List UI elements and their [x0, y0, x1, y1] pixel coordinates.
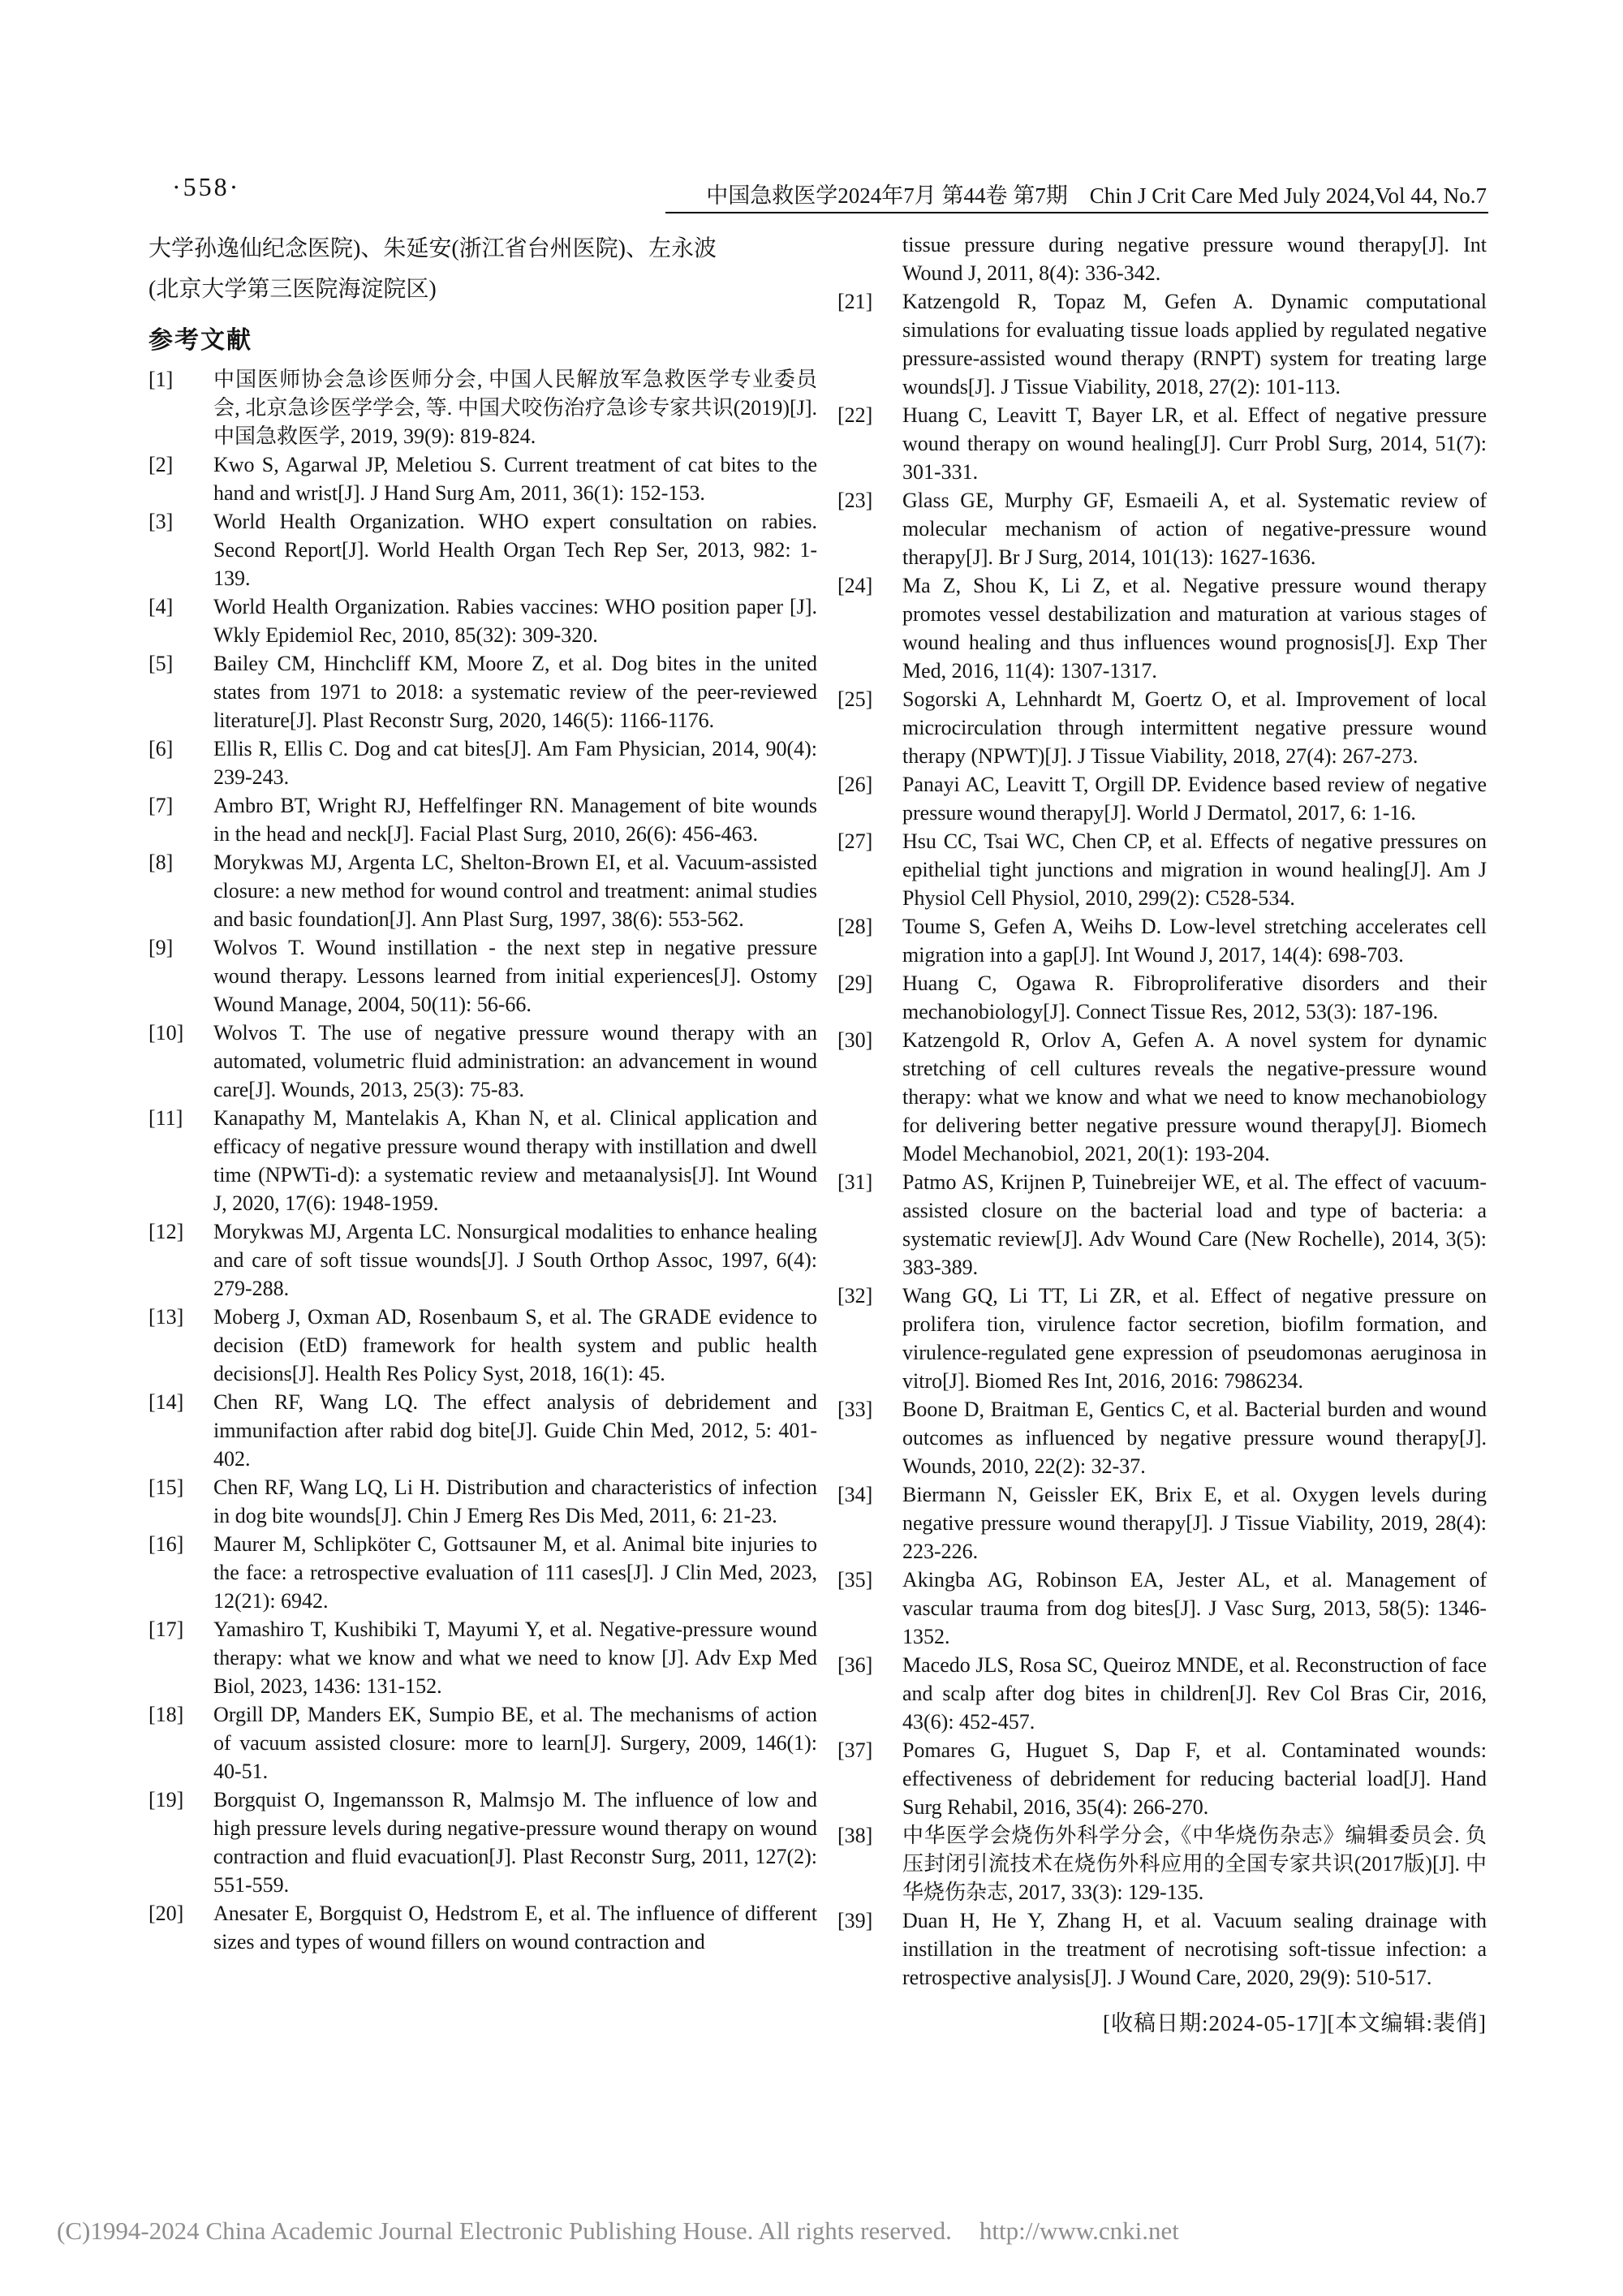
references-list-right: [837, 230, 1487, 1992]
reference-number: [10]: [149, 1021, 184, 1045]
reference-number: [34]: [837, 1483, 873, 1506]
reference-item: [149, 1303, 817, 1388]
reference-number: [38]: [837, 1824, 873, 1847]
reference-text: Boone D, Braitman E, Gentics C, et al. Bacterial burden and wound outcomes as influenced by negative pressure wound therapy[J]. Wounds, 2010, 22(2): 32-37.: [902, 1398, 1487, 1478]
reference-text: Kwo S, Agarwal JP, Meletiou S. Current treatment of cat bites to the hand and wrist[J]. J Hand Surg Am, 2011, 36(1): 152-153.: [213, 453, 817, 505]
reference-item: [149, 1388, 817, 1473]
page-footer: [57, 2216, 1566, 2246]
affiliation-line: 大学孙逸仙纪念医院)、朱延安(浙江省台州医院)、左永波: [149, 236, 717, 261]
reference-item: [837, 230, 1487, 287]
reference-item: [837, 827, 1487, 912]
reference-item: [149, 365, 817, 450]
reference-text: Borgquist O, Ingemansson R, Malmsjo M. The influence of low and high pressure levels during negative-pressure wound therapy on wound contraction and fluid evacuation[J]. Plast Reconstr Surg, 2011, 127(2): 551-559.: [213, 1788, 817, 1897]
reference-number: [22]: [837, 403, 873, 427]
reference-text: World Health Organization. Rabies vaccines: WHO position paper [J]. Wkly Epidemiol Rec, 2010, 85(32): 309-320.: [213, 595, 817, 647]
reference-number: [26]: [837, 773, 873, 796]
reference-item: [149, 1899, 817, 1956]
reference-number: [2]: [149, 453, 174, 476]
reference-text: Wolvos T. The use of negative pressure wound therapy with an automated, volumetric fluid administration: an advancement in wound care[J]. Wounds, 2013, 25(3): 75-83.: [213, 1021, 817, 1101]
reference-number: [19]: [149, 1788, 184, 1811]
reference-item: [837, 1736, 1487, 1821]
reference-item: [149, 1786, 817, 1899]
reference-item: [837, 969, 1487, 1026]
references-heading: 参考文献: [149, 327, 252, 354]
reference-number: [14]: [149, 1390, 184, 1414]
reference-text: Chen RF, Wang LQ, Li H. Distribution and characteristics of infection in dog bite wounds[J]. Chin J Emerg Res Dis Med, 2011, 6: 21-23.: [213, 1475, 817, 1527]
reference-text: Sogorski A, Lehnhardt M, Goertz O, et al. Improvement of local microcirculation through intermittent negative pressure wound therapy (NPWT)[J]. J Tissue Viability, 2018, 27(4): 267-273.: [902, 687, 1487, 768]
reference-number: [15]: [149, 1475, 184, 1499]
reference-item: [837, 1821, 1487, 1906]
reference-text: Moberg J, Oxman AD, Rosenbaum S, et al. The GRADE evidence to decision (EtD) framework for health system and public health decisions[J]. Health Res Policy Syst, 2018, 16(1): 45.: [213, 1305, 817, 1385]
reference-item: [149, 507, 817, 592]
reference-number: [12]: [149, 1220, 184, 1243]
reference-item: [149, 592, 817, 649]
reference-item: [837, 1026, 1487, 1168]
footer-url: http://www.cnki.net: [979, 2216, 1179, 2245]
reference-number: [17]: [149, 1618, 184, 1641]
reference-number: [11]: [149, 1106, 183, 1130]
reference-text: Orgill DP, Manders EK, Sumpio BE, et al. The mechanisms of action of vacuum assisted closure: more to learn[J]. Surgery, 2009, 146(1): 40-51.: [213, 1703, 817, 1783]
reference-number: [8]: [149, 851, 174, 874]
reference-text: Anesater E, Borgquist O, Hedstrom E, et al. The influence of different sizes and types of wound fillers on wound contraction and: [213, 1902, 817, 1954]
reference-number: [29]: [837, 971, 873, 995]
reference-item: [837, 912, 1487, 969]
reference-item: [149, 450, 817, 507]
reference-number: [7]: [149, 794, 174, 817]
footer-copyright: (C)1994-2024 China Academic Journal Electronic Publishing House. All rights reserved.: [57, 2216, 952, 2245]
affiliation: [149, 229, 819, 310]
reference-item: [149, 1473, 817, 1530]
reference-text: Maurer M, Schlipköter C, Gottsauner M, et al. Animal bite injuries to the face: a retrospective evaluation of 111 cases[J]. J Clin Med, 2023, 12(21): 6942.: [213, 1532, 817, 1613]
reference-item: [149, 848, 817, 933]
reference-number: [32]: [837, 1284, 873, 1307]
reference-number: [23]: [837, 489, 873, 512]
reference-text: Katzengold R, Orlov A, Gefen A. A novel system for dynamic stretching of cell cultures reveals the negative-pressure wound therapy: what we know and what we need to know mechanobiology for delivering better negative pressure wound therapy[J]. Biomech Model Mechanobiol, 2021, 20(1): 193-204.: [902, 1028, 1487, 1165]
reference-number: [25]: [837, 687, 873, 711]
reference-text: Kanapathy M, Mantelakis A, Khan N, et al. Clinical application and efficacy of negative pressure wound therapy with instillation and dwell time (NPWTi-d): a systematic review and metaanalysis[J]. Int Wound J, 2020, 17(6): 1948-1959.: [213, 1106, 817, 1215]
reference-item: [149, 791, 817, 848]
reference-text: Chen RF, Wang LQ. The effect analysis of debridement and immunifaction after rabid dog bite[J]. Guide Chin Med, 2012, 5: 401-402.: [213, 1390, 817, 1471]
reference-item: [149, 1530, 817, 1615]
reference-number: [4]: [149, 595, 174, 618]
reference-item: [837, 1566, 1487, 1651]
reference-item: [837, 1168, 1487, 1282]
reference-item: [149, 1104, 817, 1217]
reference-item: [149, 1019, 817, 1104]
reference-item: [837, 571, 1487, 685]
reference-number: [5]: [149, 652, 174, 675]
reference-number: [36]: [837, 1653, 873, 1677]
reference-item: [837, 685, 1487, 770]
journal-header: 中国急救医学2024年7月 第44卷 第7期 Chin J Crit Care Med July 2024,Vol 44, No.7: [706, 183, 1487, 208]
reference-number: [18]: [149, 1703, 184, 1726]
reference-text: Macedo JLS, Rosa SC, Queiroz MNDE, et al. Reconstruction of face and scalp after dog bites in children[J]. Rev Col Bras Cir, 2016, 43(6): 452-457.: [902, 1653, 1487, 1734]
reference-text: Ambro BT, Wright RJ, Heffelfinger RN. Management of bite wounds in the head and neck[J]. Facial Plast Surg, 2010, 26(6): 456-463.: [213, 794, 817, 846]
reference-number: [21]: [837, 290, 873, 313]
reference-text: Glass GE, Murphy GF, Esmaeili A, et al. Systematic review of molecular mechanism of action of negative-pressure wound therapy[J]. Br J Surg, 2014, 101(13): 1627-1636.: [902, 489, 1487, 569]
reference-text: Hsu CC, Tsai WC, Chen CP, et al. Effects of negative pressures on epithelial tight junctions and migration in wound healing[J]. Am J Physiol Cell Physiol, 2010, 299(2): C528-534.: [902, 829, 1487, 910]
reference-item: [837, 287, 1487, 401]
reference-number: [1]: [149, 368, 174, 391]
reference-text: 中华医学会烧伤外科学分会,《中华烧伤杂志》编辑委员会. 负压封闭引流技术在烧伤外科应用的全国专家共识(2017版)[J]. 中华烧伤杂志, 2017, 33(3): 129-135.: [902, 1824, 1487, 1904]
reference-number: [31]: [837, 1170, 873, 1194]
reference-text: tissue pressure during negative pressure wound therapy[J]. Int Wound J, 2011, 8(4): 336-342.: [902, 233, 1487, 285]
reference-number: [30]: [837, 1028, 873, 1052]
reference-text: Katzengold R, Topaz M, Gefen A. Dynamic computational simulations for evaluating tissue loads applied by regulated negative pressure-assisted wound therapy (RNPT) system for treating large wounds[J]. J Tissue Viability, 2018, 27(2): 101-113.: [902, 290, 1487, 398]
reference-text: 中国医师协会急诊医师分会, 中国人民解放军急救医学专业委员会, 北京急诊医学学会, 等. 中国犬咬伤治疗急诊专家共识(2019)[J]. 中国急救医学, 2019, 39(9): 819-824.: [213, 368, 817, 448]
reference-text: Huang C, Leavitt T, Bayer LR, et al. Effect of negative pressure wound therapy on wound healing[J]. Curr Probl Surg, 2014, 51(7): 301-331.: [902, 403, 1487, 484]
reference-item: [837, 1906, 1487, 1992]
header-rule: [665, 212, 1488, 213]
reference-number: [24]: [837, 574, 873, 597]
reference-number: [16]: [149, 1532, 184, 1556]
received-date: [收稿日期:2024-05-17][本文编辑:裴俏]: [1103, 2011, 1487, 2035]
page-number: ·558·: [172, 172, 241, 201]
reference-text: Patmo AS, Krijnen P, Tuinebreijer WE, et al. The effect of vacuum-assisted closure on the bacterial load and type of bacteria: a systematic review[J]. Adv Wound Care (New Rochelle), 2014, 3(5): 383-389.: [902, 1170, 1487, 1279]
reference-number: [6]: [149, 737, 174, 760]
reference-text: Akingba AG, Robinson EA, Jester AL, et al. Management of vascular trauma from dog bites[J]. J Vasc Surg, 2013, 58(5): 1346-1352.: [902, 1568, 1487, 1648]
reference-number: [35]: [837, 1568, 873, 1592]
reference-number: [3]: [149, 510, 174, 533]
reference-text: Wang GQ, Li TT, Li ZR, et al. Effect of negative pressure on prolifera tion, virulence factor secretion, biofilm formation, and virulence-regulated gene expression of pseudomonas aeruginosa in vitro[J]. Biomed Res Int, 2016, 2016: 7986234.: [902, 1284, 1487, 1393]
reference-item: [149, 933, 817, 1019]
reference-item: [837, 1480, 1487, 1566]
reference-item: [837, 1395, 1487, 1480]
reference-number: [28]: [837, 915, 873, 938]
reference-number: [37]: [837, 1738, 873, 1762]
reference-text: Yamashiro T, Kushibiki T, Mayumi Y, et al. Negative-pressure wound therapy: what we know and what we need to know [J]. Adv Exp Med Biol, 2023, 1436: 131-152.: [213, 1618, 817, 1698]
reference-number: [9]: [149, 936, 174, 959]
reference-text: Morykwas MJ, Argenta LC, Shelton-Brown EI, et al. Vacuum-assisted closure: a new method for wound control and treatment: animal studies and basic foundation[J]. Ann Plast Surg, 1997, 38(6): 553-562.: [213, 851, 817, 931]
reference-text: Wolvos T. Wound instillation - the next step in negative pressure wound therapy. Lessons learned from initial experiences[J]. Ostomy Wound Manage, 2004, 50(11): 56-66.: [213, 936, 817, 1016]
reference-number: [27]: [837, 829, 873, 853]
reference-item: [837, 770, 1487, 827]
reference-item: [837, 1282, 1487, 1395]
reference-text: Panayi AC, Leavitt T, Orgill DP. Evidence based review of negative pressure wound therapy[J]. World J Dermatol, 2017, 6: 1-16.: [902, 773, 1487, 825]
reference-item: [837, 486, 1487, 571]
reference-item: [149, 649, 817, 734]
reference-number: [33]: [837, 1398, 873, 1421]
reference-text: Bailey CM, Hinchcliff KM, Moore Z, et al. Dog bites in the united states from 1971 to 2018: a systematic review of the peer-reviewed literature[J]. Plast Reconstr Surg, 2020, 146(5): 1166-1176.: [213, 652, 817, 732]
reference-text: Ma Z, Shou K, Li Z, et al. Negative pressure wound therapy promotes vessel destabilization and maturation at various stages of wound healing and thus influences wound prognosis[J]. Exp Ther Med, 2016, 11(4): 1307-1317.: [902, 574, 1487, 683]
affiliation-line: (北京大学第三医院海淀院区): [149, 277, 437, 302]
reference-text: Duan H, He Y, Zhang H, et al. Vacuum sealing drainage with instillation in the treatment of necrotising soft-tissue infection: a retrospective analysis[J]. J Wound Care, 2020, 29(9): 510-517.: [902, 1909, 1487, 1989]
reference-text: Biermann N, Geissler EK, Brix E, et al. Oxygen levels during negative pressure wound therapy[J]. J Tissue Viability, 2019, 28(4): 223-226.: [902, 1483, 1487, 1563]
reference-text: World Health Organization. WHO expert consultation on rabies. Second Report[J]. World Health Organ Tech Rep Ser, 2013, 982: 1-139.: [213, 510, 817, 590]
reference-text: Huang C, Ogawa R. Fibroproliferative disorders and their mechanobiology[J]. Connect Tissue Res, 2012, 53(3): 187-196.: [902, 971, 1487, 1023]
reference-item: [149, 1615, 817, 1700]
reference-number: [39]: [837, 1909, 873, 1932]
reference-item: [149, 1700, 817, 1786]
reference-item: [149, 734, 817, 791]
reference-item: [837, 401, 1487, 486]
references-column-right: [837, 230, 1487, 2038]
references-column-left: [149, 365, 817, 1956]
reference-text: Ellis R, Ellis C. Dog and cat bites[J]. Am Fam Physician, 2014, 90(4): 239-243.: [213, 737, 817, 789]
reference-text: Morykwas MJ, Argenta LC. Nonsurgical modalities to enhance healing and care of soft tissue wounds[J]. J South Orthop Assoc, 1997, 6(4): 279-288.: [213, 1220, 817, 1300]
reference-number: [13]: [149, 1305, 184, 1329]
reference-text: Toume S, Gefen A, Weihs D. Low-level stretching accelerates cell migration into a gap[J]. Int Wound J, 2017, 14(4): 698-703.: [902, 915, 1487, 967]
reference-text: Pomares G, Huguet S, Dap F, et al. Contaminated wounds: effectiveness of debridement for reducing bacterial load[J]. Hand Surg Rehabil, 2016, 35(4): 266-270.: [902, 1738, 1487, 1819]
reference-number: [20]: [149, 1902, 184, 1925]
reference-item: [837, 1651, 1487, 1736]
reference-item: [149, 1217, 817, 1303]
